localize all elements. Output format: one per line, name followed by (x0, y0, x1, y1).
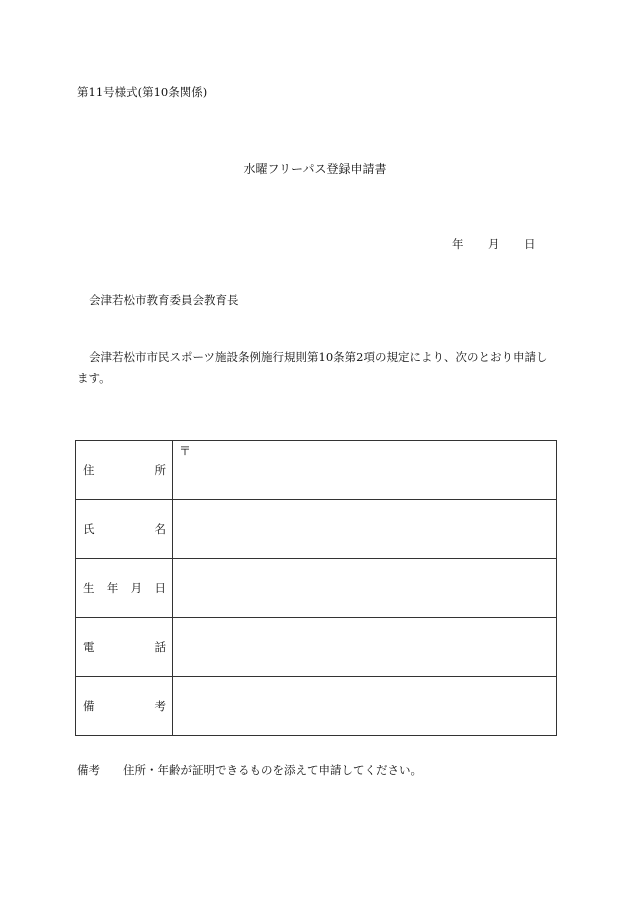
address-field[interactable] (173, 441, 557, 500)
application-form-table (75, 440, 557, 736)
remarks-heading: 備考 (77, 763, 100, 777)
label-char: 電 (83, 640, 95, 654)
form-row-phone (76, 618, 557, 677)
label-char: 考 (154, 699, 166, 713)
body-text-line-1: 会津若松市市民スポーツ施設条例施行規則第10条第2項の規定により、次のとおり申請し (89, 350, 548, 364)
date-month: 月 (488, 237, 500, 251)
document-title: 水曜フリーパス登録申請書 (243, 162, 387, 176)
label-char: 備 (83, 699, 95, 713)
phone-field[interactable] (173, 618, 557, 677)
form-row-remarks (76, 677, 557, 736)
label-char: 生 (83, 581, 95, 595)
date-year: 年 (452, 237, 464, 251)
birthdate-field[interactable] (173, 559, 557, 618)
label-char: 話 (154, 640, 166, 654)
phone-label (76, 618, 173, 677)
name-field[interactable] (173, 500, 557, 559)
remarks-label (76, 677, 173, 736)
date-day: 日 (524, 237, 536, 251)
label-char: 住 (83, 463, 95, 477)
remarks-field[interactable] (173, 677, 557, 736)
form-row-birthdate (76, 559, 557, 618)
name-label (76, 500, 173, 559)
address-label (76, 441, 173, 500)
form-number: 第11号様式(第10条関係) (77, 85, 208, 99)
form-row-address (76, 441, 557, 500)
label-char: 日 (154, 581, 166, 595)
label-char: 氏 (83, 522, 95, 536)
birthdate-label (76, 559, 173, 618)
remarks-text: 住所・年齢が証明できるものを添えて申請してください。 (123, 763, 422, 777)
remarks-note (77, 762, 422, 778)
label-char: 名 (154, 522, 166, 536)
addressee: 会津若松市教育委員会教育長 (89, 293, 239, 307)
label-char: 月 (130, 581, 143, 595)
label-char: 所 (154, 463, 166, 477)
form-row-name (76, 500, 557, 559)
body-text-line-2: ます。 (77, 371, 111, 385)
label-char: 年 (106, 581, 119, 595)
postal-mark: 〒 (179, 444, 192, 458)
